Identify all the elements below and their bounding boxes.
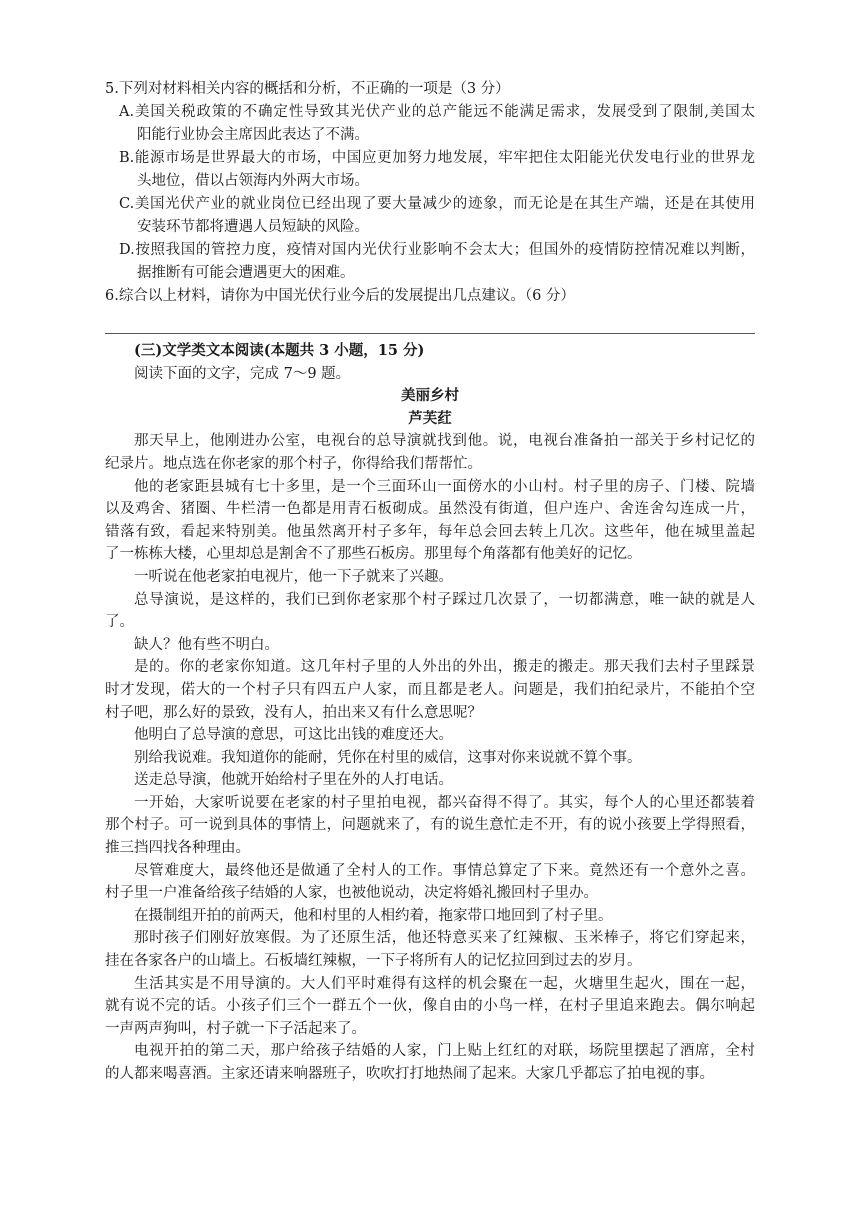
paragraph-1-line-1: 那天早上，他刚进办公室，电视台的总导演就找到他。说，电视台准备拍一部关于乡村记忆的 [134,433,755,450]
paragraph-12-line-1: 在摄制组开拍的前两天，他和村里的人相约着，拖家带口地回到了村子里。 [134,907,613,924]
paragraph-9-line-1: 送走总导演，他就开始给村子里在外的人打电话。 [134,772,453,789]
option-d-line-2: 据推断有可能会遭遇更大的困难。 [137,265,355,281]
section-divider [105,333,755,334]
option-c-line-1: C.美国光伏产业的就业岗位已经出现了要大量减少的迹象，而无论是在其生产端，还是在其使用 [119,196,755,212]
paragraph-14-line-3: 一声两声狗叫，村子就一下子活起来了。 [105,1020,366,1037]
paragraph-3-line-1: 一听说在他老家拍电视片，他一下子就来了兴趣。 [134,568,453,585]
questions-block [105,78,755,308]
paragraph-11-line-1: 尽管难度大，最终他还是做通了全村人的工作。事情总算定了下来。竟然还有一个意外之喜。 [134,862,755,879]
paragraph-7-line-1: 他明白了总导演的意思，可这比出钱的难度还大。 [134,727,453,744]
paragraph-2-line-4: 了一栋栋大楼，心里却总是割舍不了那些石板房。那里每个角落都有他美好的记忆。 [105,546,642,563]
article-body [105,430,755,1085]
article-author: 芦芙荭 [408,410,452,427]
option-d-line-1: D.按照我国的管控力度，疫情对国内光伏行业影响不会太大；但国外的疫情防控情况难以判断， [119,242,755,258]
option-a-line-2: 阳能行业协会主席因此表达了不满。 [137,127,369,143]
option-b-line-1: B.能源市场是世界最大的市场，中国应更加努力地发展，牢牢把住太阳能光伏发电行业的世界龙 [119,150,755,166]
paragraph-10-line-2: 那个村子。可一说到具体的事情上，问题就来了，有的说生意忙走不开，有的说小孩要上学得照看， [105,817,755,834]
paragraph-2-line-1: 他的老家距县城有七十多里，是一个三面环山一面傍水的小山村。村子里的房子、门楼、院墙 [134,478,755,495]
paragraph-2-line-3: 错落有致，看起来特别美。他虽然离开村子多年，每年总会回去转上几次。这些年，他在城里盖起 [105,523,755,540]
article-title: 美丽乡村 [401,388,459,405]
paragraph-14-line-1: 生活其实是不用导演的。大人们平时难得有这样的机会聚在一起，火塘里生起火，围在一起， [134,975,755,992]
paragraph-2-line-2: 以及鸡舍、猪圈、牛栏清一色都是用青石板砌成。虽然没有街道，但户连户、舍连舍勾连成一片， [105,501,755,518]
option-a-line-1: A.美国关税政策的不确定性导致其光伏产业的总产能远不能满足需求，发展受到了限制,美国太 [119,104,755,120]
paragraph-11-line-2: 村子里一户准备给孩子结婚的人家，也被他说动，决定将婚礼搬回村子里办。 [105,885,598,902]
paragraph-14-line-2: 就有说不完的话。小孩子们三个一群五个一伙，像自由的小鸟一样，在村子里追来跑去。偶尔响起 [105,998,755,1015]
paragraph-5-line-1: 缺人？他有些不明白。 [134,636,279,653]
paragraph-4-line-1: 总导演说，是这样的，我们已到你老家那个村子踩过几次景了，一切都满意，唯一缺的就是人 [134,591,755,608]
paragraph-6-line-1: 是的。你的老家你知道。这几年村子里的人外出的外出，搬走的搬走。那天我们去村子里踩景 [134,659,755,676]
option-b-line-2: 头地位，借以占领海内外两大市场。 [137,173,369,189]
paragraph-8-line-1: 别给我说难。我知道你的能耐，凭你在村里的威信，这事对你来说就不算个事。 [134,749,642,766]
paragraph-10-line-3: 推三挡四找各种理由。 [105,840,250,857]
literary-reading-section [105,340,755,1086]
paragraph-10-line-1: 一开始，大家听说要在老家的村子里拍电视，都兴奋得不得了。其实，每个人的心里还都装着 [134,794,755,811]
paragraph-15-line-2: 的人都来喝喜酒。主家还请来响器班子，吹吹打打地热闹了起来。大家几乎都忘了拍电视的事。 [105,1066,714,1082]
question-6-stem: 6.综合以上材料，请你为中国光伏行业今后的发展提出几点建议。（6 分） [105,288,575,304]
paragraph-15-line-1: 电视开拍的第二天，那户给孩子结婚的人家，门上贴上红红的对联，场院里摆起了酒席，全村 [134,1043,755,1060]
paragraph-13-line-2: 挂在各家各户的山墙上。石板墙红辣椒，一下子将所有人的记忆拉回到过去的岁月。 [105,953,642,970]
section-title: (三)文学类文本阅读(本题共 3 小题，15 分) [134,342,425,359]
paragraph-6-line-2: 时才发现，偌大的一个村子只有四五户人家，而且都是老人。问题是，我们拍纪录片，不能拍个空 [105,681,755,698]
paragraph-13-line-1: 那时孩子们刚好放寒假。为了还原生活，他还特意买来了红辣椒、玉米棒子，将它们穿起来， [134,930,755,947]
paragraph-4-line-2: 了。 [105,614,134,631]
paragraph-6-line-3: 村子吧，那么好的景致，没有人，拍出来又有什么意思呢？ [105,704,482,721]
section-instruction: 阅读下面的文字，完成 7～9 题。 [134,365,351,382]
option-c-line-2: 安装环节都将遭遇人员短缺的风险。 [137,219,369,235]
paragraph-1-line-2: 纪录片。地点选在你老家的那个村子，你得给我们帮帮忙。 [105,455,482,472]
question-5-stem: 5.下列对材料相关内容的概括和分析，不正确的一项是（3 分） [105,81,510,97]
